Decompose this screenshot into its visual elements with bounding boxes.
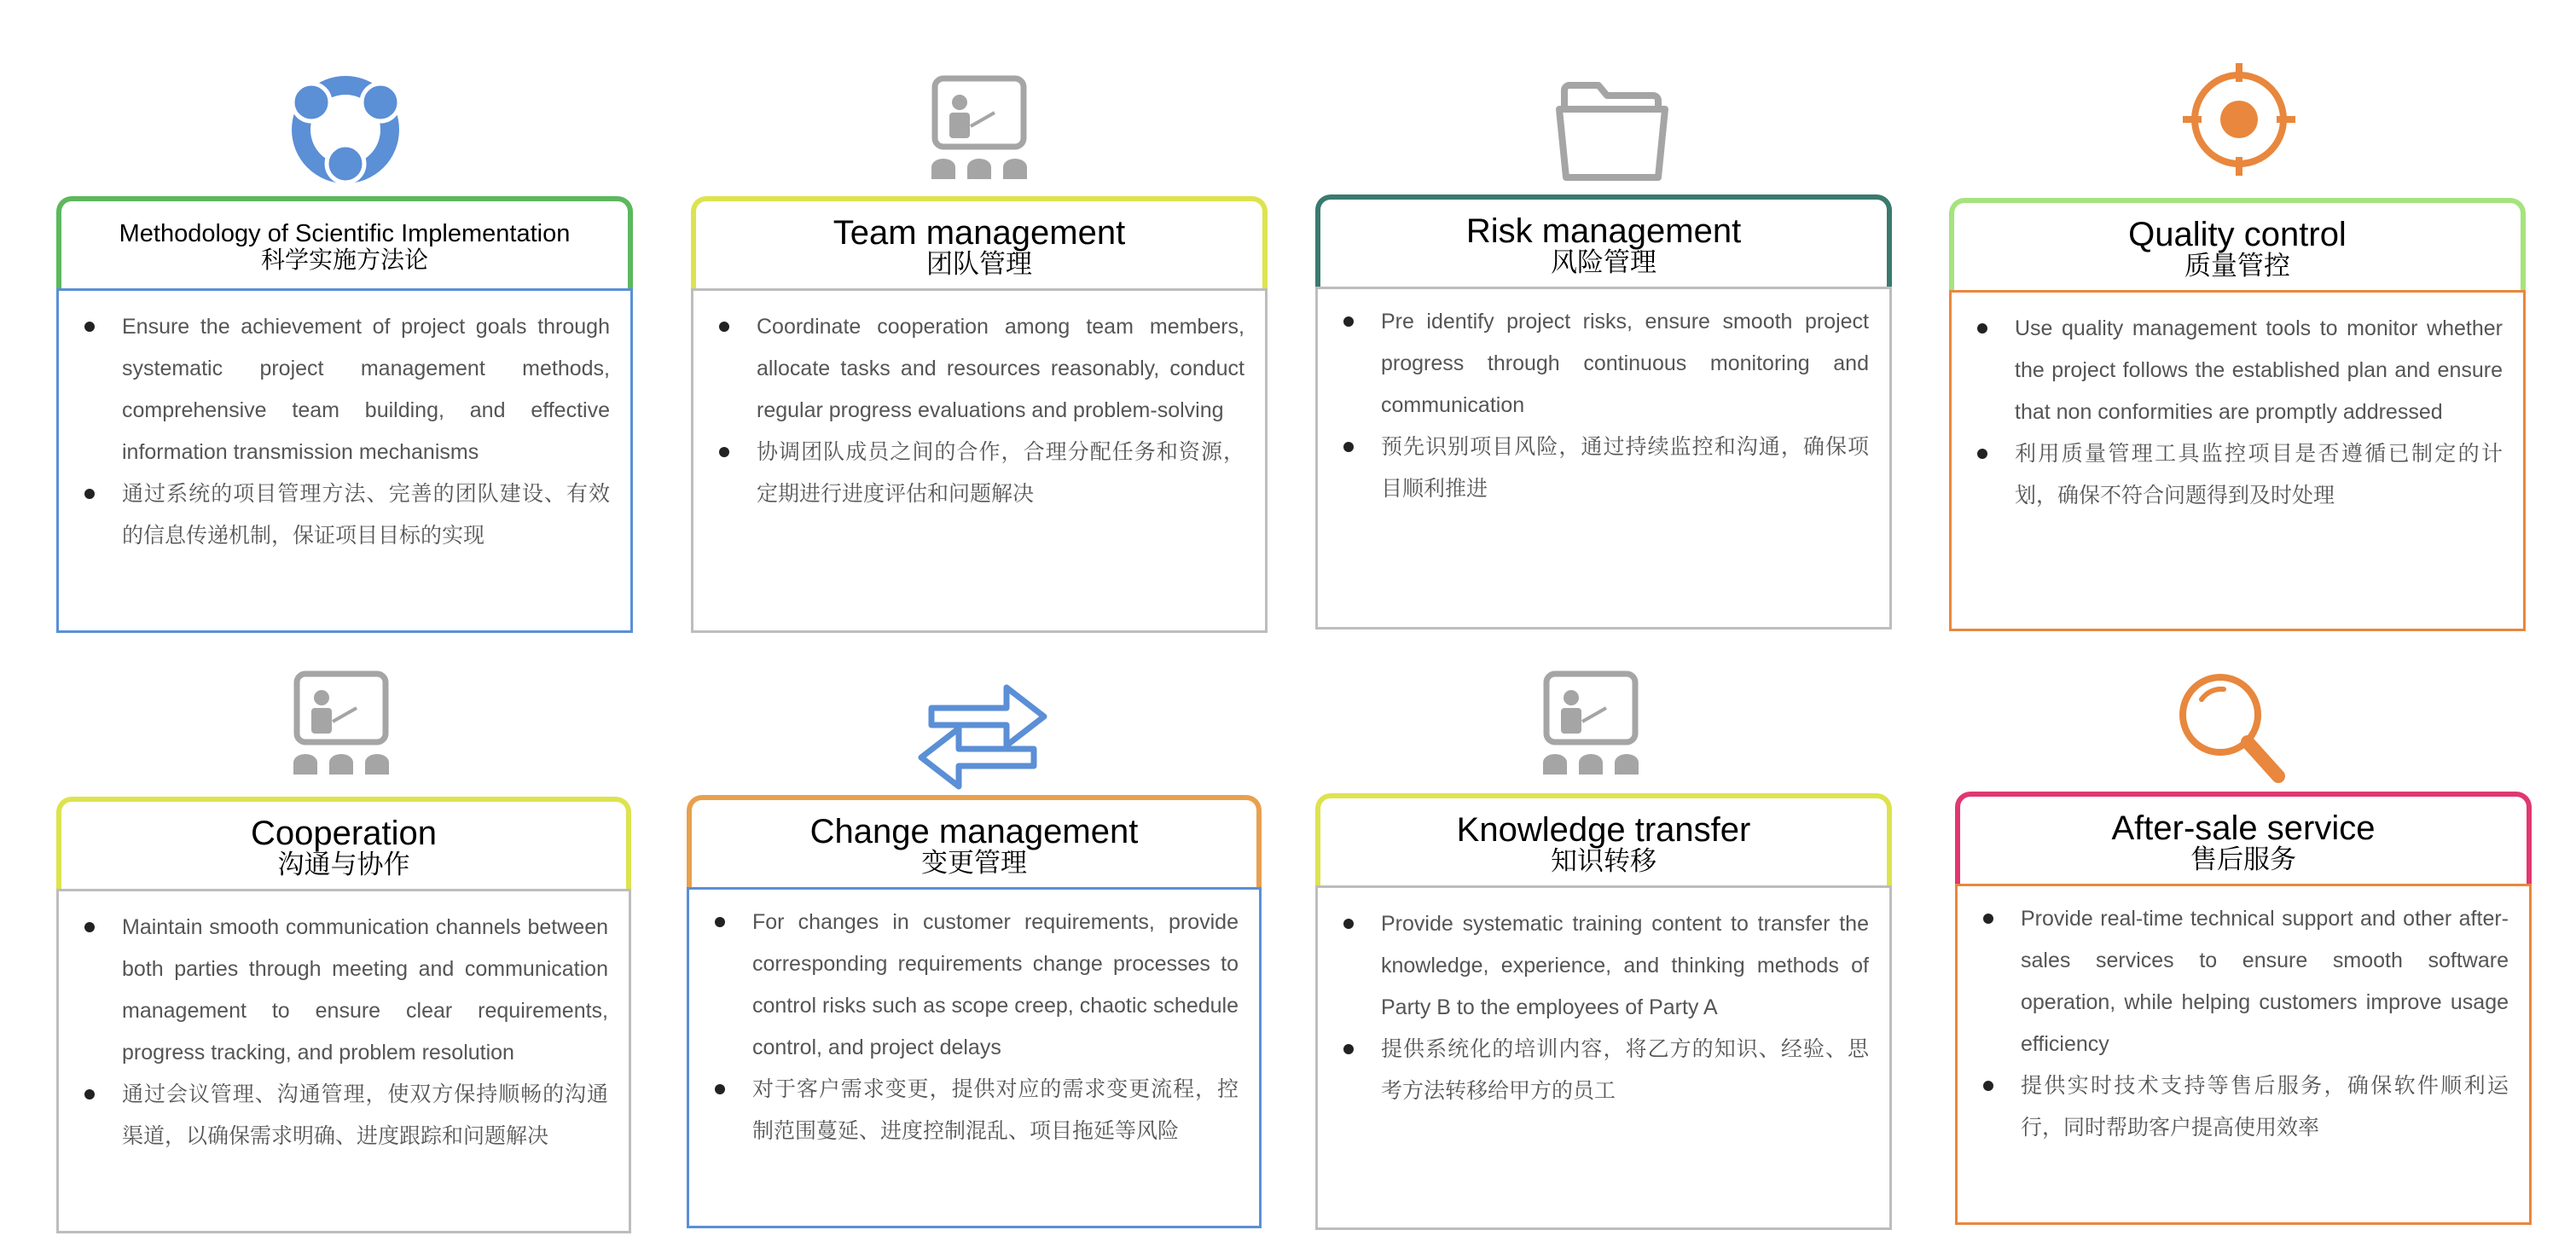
card-body bbox=[1315, 885, 1892, 1230]
card-header bbox=[687, 795, 1262, 887]
card-title-zh: 团队管理 bbox=[926, 249, 1032, 279]
card-title-en: Risk management bbox=[1465, 212, 1742, 250]
card-title-en: Quality control bbox=[2128, 216, 2347, 253]
card-cooperation bbox=[56, 797, 631, 1233]
presentation-icon bbox=[264, 664, 418, 792]
card-body bbox=[56, 288, 633, 633]
bullet-item: 通过会议管理、沟通管理，使双方保持顺畅的沟通渠道，以确保需求明确、进度跟踪和问题解决 bbox=[76, 1074, 608, 1157]
card-header bbox=[1315, 793, 1892, 885]
card-quality-control bbox=[1949, 198, 2526, 631]
bullet-item: 提供实时技术支持等售后服务，确保软件顺利运行，同时帮助客户提高使用效率 bbox=[1975, 1065, 2509, 1149]
folder-icon bbox=[1535, 68, 1689, 196]
card-title-en: Methodology of Scientific Implementation bbox=[119, 220, 571, 247]
bullet-item: 对于客户需求变更，提供对应的需求变更流程，控制范围蔓延、进度控制混乱、项目拖延等风险 bbox=[706, 1069, 1239, 1152]
card-body bbox=[691, 288, 1268, 633]
bullet-item: Maintain smooth communication channels between both parties through meeting and communication management to ensure clear requirements, progress tracking, and problem resolution bbox=[76, 907, 608, 1074]
card-risk-management bbox=[1315, 194, 1892, 630]
bullet-item: 通过系统的项目管理方法、完善的团队建设、有效的信息传递机制，保证项目目标的实现 bbox=[76, 473, 610, 557]
card-body bbox=[1315, 287, 1892, 630]
bullet-item: Provide real-time technical support and other after-sales services to ensure smooth software operation, while helping customers improve usage efficiency bbox=[1975, 898, 2509, 1065]
card-body bbox=[56, 889, 631, 1233]
card-body bbox=[1949, 290, 2526, 631]
bullet-item: 协调团队成员之间的合作，合理分配任务和资源，定期进行进度评估和问题解决 bbox=[711, 432, 1244, 515]
card-header bbox=[56, 797, 631, 889]
card-methodology bbox=[56, 196, 633, 633]
bullet-item: Use quality management tools to monitor whether the project follows the established plan and ensure that non conformities are promptly addressed bbox=[1969, 308, 2503, 433]
card-knowledge-transfer bbox=[1315, 793, 1892, 1230]
exchange-arrows-icon bbox=[906, 665, 1059, 793]
card-title-en: After-sale service bbox=[2111, 809, 2376, 847]
card-title-zh: 质量管控 bbox=[2184, 251, 2290, 281]
card-title-zh: 售后服务 bbox=[2190, 844, 2296, 874]
card-body bbox=[1955, 884, 2532, 1225]
card-after-sale-service bbox=[1955, 792, 2532, 1225]
bullet-item: For changes in customer requirements, provide corresponding requirements change processes to control risks such as scope creep, chaotic schedule control, and project delays bbox=[706, 902, 1239, 1069]
bullet-item: 提供系统化的培训内容，将乙方的知识、经验、思考方法转移给甲方的员工 bbox=[1335, 1029, 1869, 1112]
bullet-item: 利用质量管理工具监控项目是否遵循已制定的计划，确保不符合问题得到及时处理 bbox=[1969, 433, 2503, 517]
bullet-item: Pre identify project risks, ensure smooth project progress through continuous monitoring and communication bbox=[1335, 301, 1869, 426]
card-header bbox=[1955, 792, 2532, 884]
card-title-en: Team management bbox=[833, 214, 1126, 252]
card-title-zh: 沟通与协作 bbox=[277, 850, 410, 879]
bullet-item: Coordinate cooperation among team members, allocate tasks and resources reasonably, conduct regular progress evaluations and problem-solving bbox=[711, 306, 1244, 432]
card-header bbox=[691, 196, 1268, 288]
card-team-management bbox=[691, 196, 1268, 633]
target-icon bbox=[2162, 58, 2316, 186]
card-title-en: Cooperation bbox=[251, 815, 437, 852]
card-title-en: Knowledge transfer bbox=[1456, 811, 1751, 849]
bullet-item: Ensure the achievement of project goals through systematic project management methods, comprehensive team building, and effective information transmission mechanisms bbox=[76, 306, 610, 473]
presentation-icon bbox=[1514, 664, 1668, 792]
card-header bbox=[1315, 194, 1892, 287]
bullet-item: 预先识别项目风险，通过持续监控和沟通，确保项目顺利推进 bbox=[1335, 426, 1869, 510]
magnifier-icon bbox=[2154, 662, 2307, 790]
card-header bbox=[1949, 198, 2526, 290]
card-title-zh: 科学实施方法论 bbox=[260, 247, 428, 273]
card-title-zh: 变更管理 bbox=[921, 848, 1027, 878]
presentation-icon bbox=[902, 68, 1056, 196]
card-title-zh: 风险管理 bbox=[1551, 247, 1656, 277]
bullet-item: Provide systematic training content to transfer the knowledge, experience, and thinking methods of Party B to the employees of Party A bbox=[1335, 903, 1869, 1029]
card-title-en: Change management bbox=[809, 813, 1139, 850]
card-change-management bbox=[687, 795, 1262, 1228]
cycle-icon bbox=[269, 68, 422, 196]
card-header bbox=[56, 196, 633, 288]
card-title-zh: 知识转移 bbox=[1551, 846, 1656, 876]
card-body bbox=[687, 887, 1262, 1228]
